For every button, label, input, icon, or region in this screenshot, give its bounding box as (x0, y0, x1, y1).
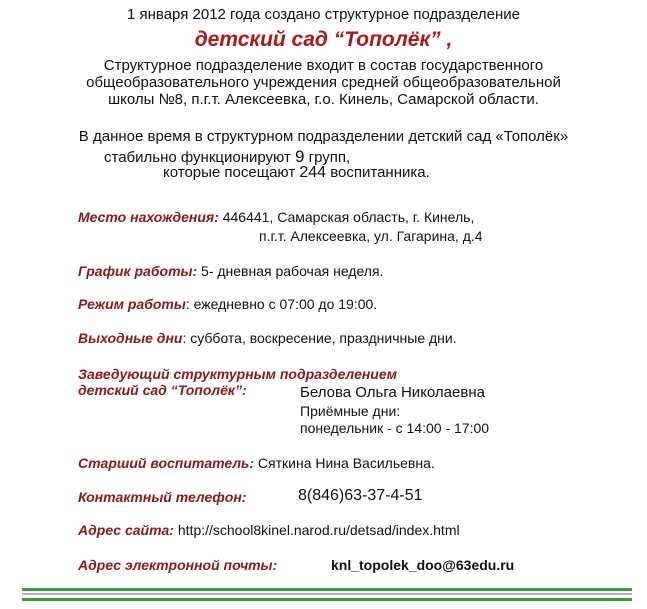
senior-label: Старший воспитатель: (78, 455, 255, 471)
mode-value: : ежедневно с 07:00 до 19:00. (185, 296, 378, 312)
days-off-row (78, 330, 457, 346)
pupils-count-line: которые посещают 244 воспитанника. (163, 164, 430, 181)
divider-gray (22, 593, 632, 595)
description-line: Структурное подразделение входит в состав государственного (103, 57, 544, 74)
site-label: Адрес сайта: (78, 522, 174, 538)
days-off-label: Выходные дни (78, 330, 183, 346)
head-label-line-2: детский сад “Тополёк”: (78, 382, 247, 398)
location-row (78, 209, 474, 225)
email-row (78, 557, 277, 573)
phone-value: 8(846)63-37-4-51 (298, 487, 423, 504)
senior-row (78, 455, 435, 471)
description (0, 57, 647, 108)
groups-line: В данное время в структурном подразделении детский сад «Тополёк» (78, 128, 569, 145)
mode-label: Режим работы (78, 296, 186, 312)
schedule-label: График работы: (78, 263, 198, 279)
pupils-count: 244 (299, 164, 327, 181)
location-value-2: п.г.т. Алексеевка, ул. Гагарина, д.4 (259, 228, 483, 244)
groups-count-line: стабильно функционируют 9 групп, (104, 147, 351, 166)
head-name: Белова Ольга Николаевна (300, 384, 485, 401)
mode-row (78, 296, 377, 312)
phone-label: Контактный телефон: (78, 489, 247, 505)
divider-green (22, 588, 632, 591)
reception-title: Приёмные дни: (300, 403, 401, 419)
phone-row (78, 489, 246, 505)
date-line: 1 января 2012 года создано структурное подразделение (126, 6, 521, 23)
site-row (78, 522, 460, 538)
page-title: детский сад “Тополёк” , (194, 28, 453, 51)
description-line: школы №8, п.г.т. Алексеевка, г.о. Кинель, Самарской области. (108, 91, 539, 108)
reception-time: понедельник - с 14:00 - 17:00 (300, 420, 490, 436)
groups-count: 9 (295, 147, 305, 166)
schedule-value: 5- дневная рабочая неделя. (197, 263, 384, 279)
head-label-line-1: Заведующий структурным подразделением (78, 366, 398, 382)
email-label: Адрес электронной почты: (78, 557, 278, 573)
site-link[interactable]: http://school8kinel.narod.ru/detsad/index.html (173, 522, 460, 538)
location-value: 446441, Самарская область, г. Кинель, (218, 209, 475, 225)
location-label: Место нахождения: (78, 209, 219, 225)
divider-green-bottom (22, 598, 632, 601)
description-line: общеобразовательного учреждения средней общеобразовательной (86, 74, 561, 91)
schedule-row (78, 263, 383, 279)
senior-value: Сяткина Нина Васильевна. (254, 455, 435, 471)
days-off-value: : суббота, воскресение, праздничные дни. (182, 330, 457, 346)
email-link[interactable]: knl_topolek_doo@63edu.ru (331, 557, 515, 573)
